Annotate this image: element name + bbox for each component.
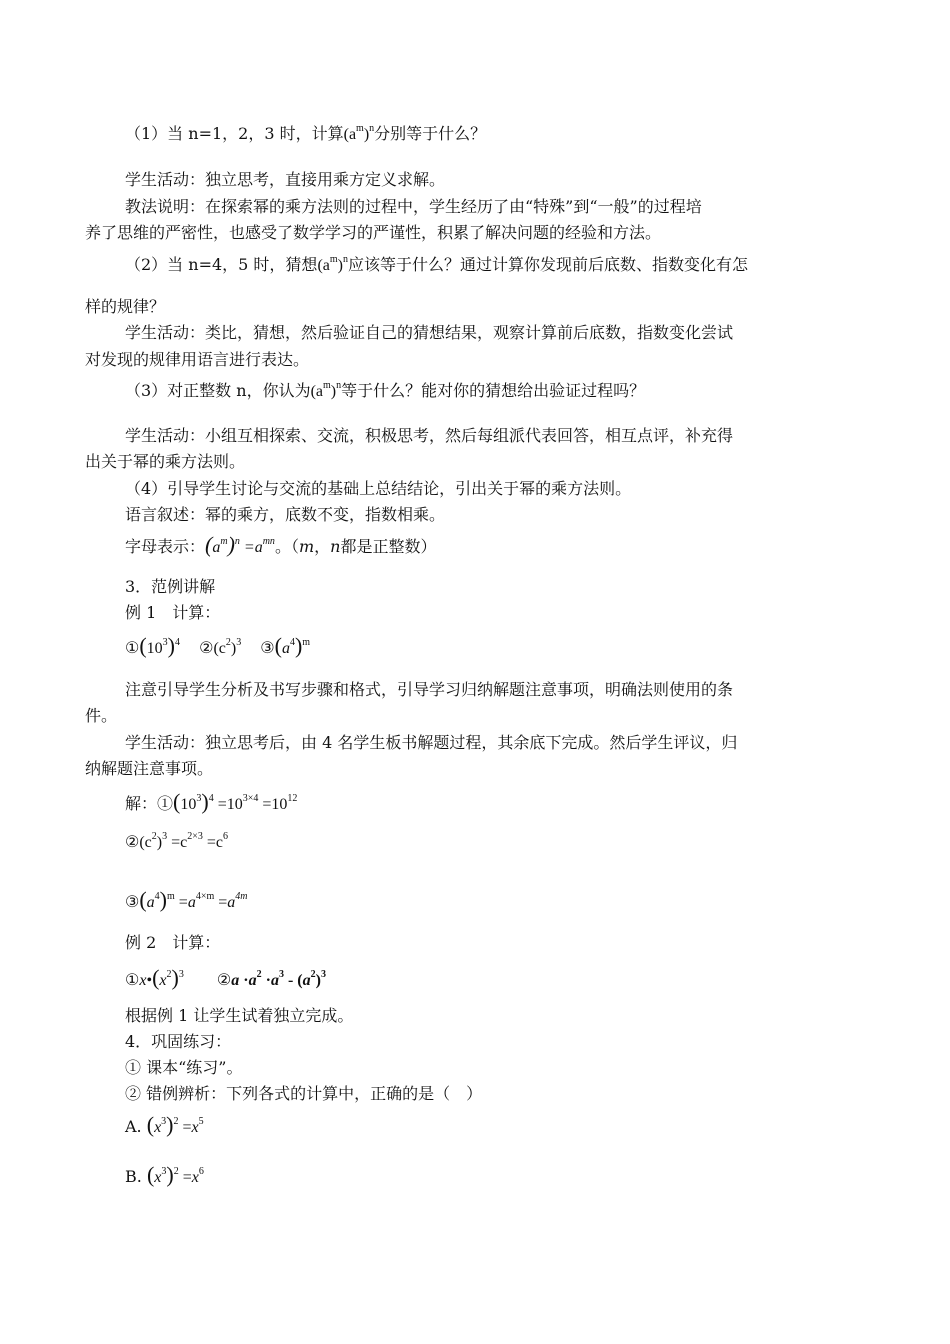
expr-1: $(10^3)^4$	[139, 633, 180, 658]
guide-line-2: 件。	[85, 706, 118, 725]
expr-5: $a \cdot a^2 \cdot a^3 - (a^2)^3$	[231, 969, 326, 989]
section-4-heading: 4．巩固练习：	[125, 1032, 232, 1051]
student-activity-3-line-2: 出关于幂的乘方法则。	[85, 452, 246, 471]
solution-expr-1: $(10^3)^4 =10^{3\times 4} =10^{12}$	[173, 789, 298, 814]
formula-power: $(a^m)^n$	[343, 123, 375, 143]
example-2-note: 根据例 1 让学生试着独立完成。	[125, 1006, 354, 1025]
student-activity-1: 学生活动：独立思考，直接用乘方定义求解。	[125, 170, 446, 189]
solution-expr-3: $(a^4)^m =a^{4\times m} =a^{4m}$	[139, 887, 248, 912]
solution-1: 解：$①(10^3)^4 =10^{3\times 4} =10^{12}$	[125, 789, 298, 814]
question-2-line-2: 样的规律？	[85, 297, 166, 316]
example-2-title: 例 2 计算：	[125, 933, 221, 952]
example-1-items: $①(10^3)^4$ $②(c^2)^3$ $③(a^4)^m$	[125, 633, 311, 658]
formula-power-rule: $(a^m)^n =a^{mn}$	[205, 532, 275, 557]
solution-3: $③(a^4)^m =a^{4\times m} =a^{4m}$	[125, 887, 248, 912]
section-3-heading: 3．范例讲解	[125, 577, 216, 596]
option-a-expr: $(x^3)^2 =x^5$	[146, 1112, 204, 1137]
method-line-2: 养了思维的严密性，也感受了数学学习的严谨性，积累了解决问题的经验和方法。	[85, 223, 662, 242]
question-4: （4）引导学生讨论与交流的基础上总结结论，引出关于幂的乘方法则。	[125, 479, 632, 498]
student-activity-3-line-1: 学生活动：小组互相探索、交流，积极思考，然后每组派代表回答，相互点评，补充得	[125, 426, 734, 445]
expr-2: $(c^2)^3$	[213, 637, 242, 657]
verbal-statement: 语言叙述：幂的乘方，底数不变，指数相乘。	[125, 505, 446, 524]
guide-line-1: 注意引导学生分析及书写步骤和格式，引导学习归纳解题注意事项，明确法则使用的条	[125, 680, 734, 699]
question-3: （3）对正整数 n，你认为$(a^m)^n$等于什么？能对你的猜想给出验证过程吗？	[125, 380, 646, 400]
question-2: （2）当 n=4，5 时，猜想$(a^m)^n$应该等于什么？通过计算你发现前后底数、指数变化有怎	[125, 254, 748, 274]
formula-power: $(a^m)^n$	[310, 380, 342, 400]
option-b-expr: $(x^3)^2 =x^6$	[146, 1162, 204, 1187]
student-activity-2-line-2: 对发现的规律用语言进行表达。	[85, 350, 310, 369]
student-activity-4-line-1: 学生活动：独立思考后，由 4 名学生板书解题过程，其余底下完成。然后学生评议，归	[125, 733, 738, 752]
practice-1: ① 课本“练习”。	[125, 1058, 243, 1077]
option-b: B. $(x^3)^2 =x^6$	[125, 1162, 204, 1187]
student-activity-2-line-1: 学生活动：类比，猜想，然后验证自己的猜想结果，观察计算前后底数，指数变化尝试	[125, 323, 734, 342]
symbolic-rule: 字母表示：$(a^m)^n =a^{mn}$。（m，n都是正整数）	[125, 532, 437, 557]
question-1: （1）当 n=1，2，3 时，计算$(a^m)^n$分别等于什么？	[125, 123, 487, 143]
option-a: A. $(x^3)^2 =x^5$	[125, 1112, 204, 1137]
expr-3: $(a^4)^m$	[274, 633, 311, 658]
formula-power: $(a^m)^n$	[317, 254, 348, 274]
method-line-1: 教法说明：在探索幂的乘方法则的过程中，学生经历了由“特殊”到“一般”的过程培	[125, 197, 702, 216]
solution-expr-2: $(c^2)^3 =c^{2\times 3} =c^6$	[139, 831, 228, 851]
example-1-title: 例 1 计算：	[125, 603, 221, 622]
practice-2: ② 错例辨析：下列各式的计算中，正确的是（ ）	[125, 1084, 483, 1103]
student-activity-4-line-2: 纳解题注意事项。	[85, 759, 214, 778]
expr-4: $x•(x^2)^3$	[139, 965, 184, 990]
solution-2: $②(c^2)^3 =c^{2\times 3} =c^6$	[125, 831, 228, 851]
example-2-items: $①x•(x^2)^3$ ②a $\cdot a^2 \cdot a^3 - (a^2)^3$	[125, 965, 326, 990]
